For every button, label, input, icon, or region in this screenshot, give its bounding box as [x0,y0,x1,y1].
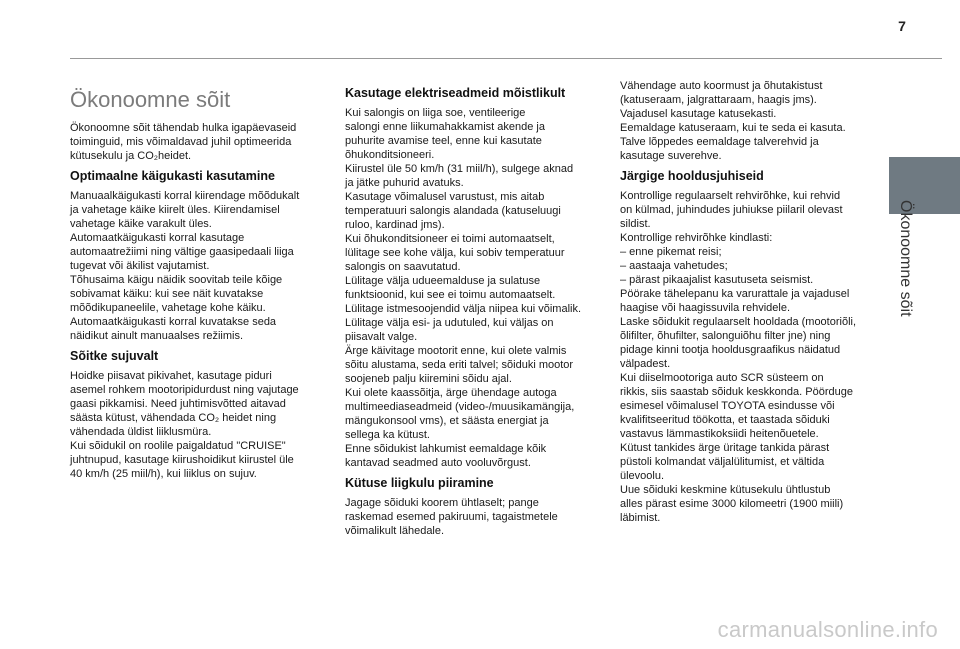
intro-paragraph: Ökonoomne sõit tähendab hulka igapäevaseid toiminguid, mis võimaldavad juhil optimeerida kütusekulu ja CO₂heidet. [70,122,297,162]
page-title: Ökonoomne sõit [70,87,231,112]
heading-electrical-devices: Kasutage elektriseadmeid mõistlikult [345,86,566,100]
fuel-consumption-paragraph: Jagage sõiduki koorem ühtlaselt; pange raskemad esemed pakiruumi, tagaistmetele võimalikult lähedale. [345,497,558,537]
chapter-tab-label: Ökonoomne sõit [897,200,914,317]
heading-fuel-consumption: Kütuse liigkulu piiramine [345,476,494,490]
heading-smooth-driving: Sõitke sujuvalt [70,349,159,363]
smooth-driving-paragraph: Hoidke piisavat pikivahet, kasutage piduri asemel rohkem mootoripidurdust ning vajutage gaasi pikkamisi. Need juhtimisvõtted aitavad säästa kütust, vähendada CO₂ heidet ning vähendada üldist liiklusmüra. Kui sõidukil on roolile paigaldatud "CRUISE" juhtnupud, kasutage kiirushoidikut kiirustel üle 40 km/h (25 miil/h), kui liiklus on sujuv. [70,370,299,480]
page-number: 7 [898,18,906,34]
heading-gear-usage: Optimaalne käigukasti kasutamine [70,169,275,183]
heading-maintenance: Järgige hooldusjuhiseid [620,169,764,183]
top-divider [70,58,942,59]
maintenance-paragraph: Kontrollige regulaarselt rehvirõhke, kui rehvid on külmad, juhindudes juhiukse piilaril olevast sildist. Kontrollige rehvirõhke kindlasti: – enne pikemat reisi; – aastaaja vahetudes; – pärast pikaajalist kasutuseta seismist. Pöörake tähelepanu ka varurattale ja vajadusel haagise või haagissuvila rehvidele. Laske sõidukit regulaarselt hooldada (mootoriõli, õlifilter, õhufilter, salonguiõhu filter jne) ning pidage kinni tootja hooldusgraafikus näidatud välpadest. Kui diiselmootoriga auto SCR süsteem on rikkis, siis saastab sõiduk keskkonda. Pöörduge esimesel võimalusel TOYOTA esindusse või kvalifitseeritud töökotta, et taastada sõiduki vastavus lämmastikoksiidi heitenõuetele. Kütust tankides ärge üritage tankida pärast püstoli kolmandat väljalülitumist, et vältida ülevoolu. Uue sõiduki keskmine kütusekulu ühtlustub alles pärast esime 3000 kilomeetri (1900 miili) läbimist. [620,190,857,524]
column-1 [70,70,330,487]
vehicle-weight-paragraph: Vähendage auto koormust ja õhutakistust (katuseraam, jalgrattaraam, haagis jms). Vajadusel kasutage katusekasti. Eemaldage katuseraam, kui te seda ei kasuta. Talve lõppedes eemaldage talverehvid ja kasutage suverehve. [620,80,846,162]
gear-usage-paragraph: Manuaalkäigukasti korral kiirendage mõõdukalt ja vahetage käike kiirelt üles. Kiirendamisel vahetage käike varakult üles. Automaatkäigukasti korral kasutage automaatrežiimi ning vältige gaasipedaali liiga tugevat või äkilist vajutamist. Tõhusaima käigu näidik soovitab teile kõige sobivamat käiku: kui see näit kuvatakse mõõdikupaneelile, vahetage kohe käiku. Automaatkäigukasti korral kuvatakse seda näidikut ainult manuaalses režiimis. [70,190,300,342]
electrical-devices-paragraph: Kui salongis on liiga soe, ventileerige salongi enne liikumahakkamist akende ja puhurite avamise teel, enne kui kasutate õhukonditsioneeri. Kiirustel üle 50 km/h (31 miil/h), sulgege aknad ja jätke puhurid avatuks. Kasutage võimalusel varustust, mis aitab temperatuuri salongis alandada (katuseluugi ruloo, kardinad jms). Kui õhukonditsioneer ei toimi automaatselt, lülitage see kohe välja, kui sobiv temperatuur salongis on saavutatud. Lülitage välja udueemalduse ja sulatuse funktsioonid, kui see ei toimu automaatselt. Lülitage istmesoojendid välja niipea kui võimalik. Lülitage välja esi- ja udutuled, kui väljas on piisavalt valge. Ärge käivitage mootorit enne, kui olete valmis sõitu alustama, seda eriti talvel; sõiduki mootor soojeneb palju kiiremini sõidu ajal. Kui olete kaassõitja, ärge ühendage autoga multimeediaseadmeid (video-/muusikamängija, mängukonsool vms), et säästa energiat ja sellega ka kütust. Enne sõidukist lahkumist eemaldage kõik kantavad seadmed auto vooluvõrgust. [345,107,582,469]
column-2 [345,82,607,544]
watermark-logo: carmanualsonline.info [717,617,938,642]
column-3 [620,79,882,531]
